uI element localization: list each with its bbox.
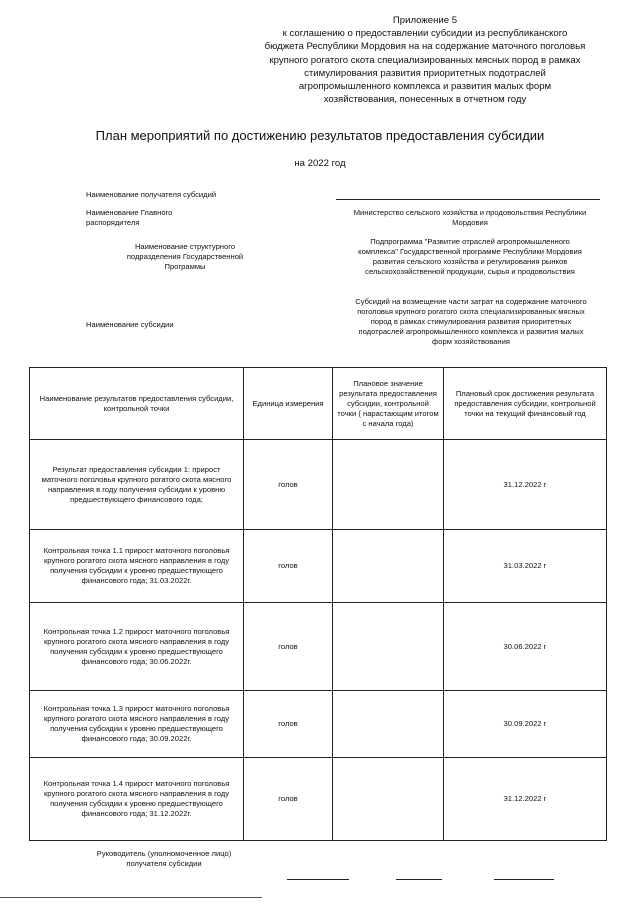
row-deadline: 31.03.2022 г	[444, 530, 607, 603]
table-row	[30, 440, 607, 530]
appendix-line: к соглашению о предоставлении субсидии из республиканского	[282, 28, 568, 40]
structural-value-line: комплекса" Государственной программе Республики Мордовия	[358, 247, 582, 256]
row-unit: голов	[244, 440, 333, 530]
header-deadline: Плановый срок достижения результата предоставления субсидии, контрольной точки на текущий финансовый год	[444, 368, 607, 440]
header-result-name: Наименование результатов предоставления субсидии, контрольной точки	[30, 368, 244, 440]
appendix-line: агропромышленного комплекса и развития малых форм	[298, 81, 552, 93]
row-planned	[333, 603, 444, 691]
subsidy-value-line: поголовья крупного рогатого скота специализированных мясных	[357, 307, 585, 316]
signer-label-line: Руководитель (уполномоченное лицо)	[96, 849, 232, 858]
signer-label	[80, 849, 248, 869]
table-row	[30, 530, 607, 603]
row-unit: голов	[244, 691, 333, 758]
table-row	[30, 603, 607, 691]
page-bottom-rule	[0, 897, 262, 898]
structural-label-line: Программы	[164, 262, 206, 271]
manager-value-line: Мордовия	[452, 218, 488, 227]
signature-line	[396, 879, 442, 880]
table-header-row	[30, 368, 607, 440]
header-unit: Единица измерения	[244, 368, 333, 440]
recipient-underline	[336, 199, 600, 200]
subsidy-value-line: подотраслей агропромышленного комплекса и развития малых	[358, 327, 584, 336]
appendix-header	[230, 14, 620, 106]
header-planned-value: Плановое значение результата предоставления субсидии, контрольной точки ( нарастающим итогом с начала года)	[333, 368, 444, 440]
subsidy-value-line: Субсидий на возмещение части затрат на содержание маточного	[355, 297, 587, 306]
subsidy-value	[330, 297, 612, 347]
signature-line	[494, 879, 554, 880]
row-name: Контрольная точка 1.4 прирост маточного поголовья крупного рогатого скота мясного направления в году получения субсидии к уровню предшествующего финансового года; 31.12.2022г.	[30, 758, 244, 841]
subsidy-value-line: форм хозяйствования	[432, 337, 510, 346]
row-planned	[333, 530, 444, 603]
appendix-line: стимулирования развития приоритетных подотраслей	[304, 67, 546, 79]
row-deadline: 30.09.2022 г	[444, 691, 607, 758]
subsidy-value-line: пород в рамках стимулирования развития приоритетных	[370, 317, 572, 326]
signer-label-line: получателя субсидии	[126, 859, 202, 868]
structural-value-line: развития сельского хозяйства и регулирования рынков	[372, 257, 568, 266]
row-name: Контрольная точка 1.2 прирост маточного поголовья крупного рогатого скота мясного направления в году получения субсидии к уровню предшествующего финансового года; 30.06.2022г.	[30, 603, 244, 691]
row-name: Результат предоставления субсидии 1: прирост маточного поголовья крупного рогатого скота мясного направления в году получения субсидии к уровню предшествующего финансового года;	[30, 440, 244, 530]
row-deadline: 31.12.2022 г	[444, 440, 607, 530]
manager-label-line: распорядителя	[86, 218, 140, 227]
structural-value	[324, 237, 616, 277]
appendix-line: бюджета Республики Мордовия на на содержание маточного поголовья	[264, 41, 586, 53]
manager-label-line: Наименование Главного	[86, 208, 173, 217]
structural-label-line: Наименование структурного	[134, 242, 236, 251]
appendix-line: крупного рогатого скота специализированных мясных пород в рамках	[269, 54, 581, 66]
signature-line	[287, 879, 349, 880]
row-planned	[333, 758, 444, 841]
row-deadline: 30.06.2022 г	[444, 603, 607, 691]
row-unit: голов	[244, 603, 333, 691]
table-row	[30, 758, 607, 841]
appendix-line: Приложение 5	[392, 15, 458, 26]
table-row	[30, 691, 607, 758]
row-deadline: 31.12.2022 г	[444, 758, 607, 841]
row-name: Контрольная точка 1.3 прирост маточного поголовья крупного рогатого скота мясного направления в году получения субсидии к уровню предшествующего финансового года; 30.09.2022г.	[30, 691, 244, 758]
row-name: Контрольная точка 1.1 прирост маточного поголовья крупного рогатого скота мясного направления в году получения субсидии к уровню предшествующего финансового года; 31.03.2022г.	[30, 530, 244, 603]
subsidy-label: Наименование субсидии	[86, 320, 174, 329]
document-year: на 2022 год	[294, 158, 346, 169]
manager-value	[334, 208, 606, 228]
structural-value-line: сельскохозяйственной продукции, сырья и продовольствия	[365, 267, 575, 276]
structural-value-line: Подпрограмма "Развитие отраслей агропромышленного	[370, 237, 570, 246]
structural-label	[100, 242, 270, 272]
recipient-label: Наименование получателя субсидий	[86, 190, 217, 199]
row-planned	[333, 440, 444, 530]
row-unit: голов	[244, 758, 333, 841]
manager-label	[86, 208, 172, 228]
structural-label-line: подразделения Государственной	[126, 252, 244, 261]
appendix-line: хозяйствования, понесенных в отчетном году	[323, 94, 527, 106]
document-title: План мероприятий по достижению результатов предоставления субсидии	[95, 128, 545, 143]
manager-value-line: Министерство сельского хозяйства и продовольствия Республики	[353, 208, 587, 217]
row-unit: голов	[244, 530, 333, 603]
row-planned	[333, 691, 444, 758]
plan-table	[29, 367, 607, 841]
